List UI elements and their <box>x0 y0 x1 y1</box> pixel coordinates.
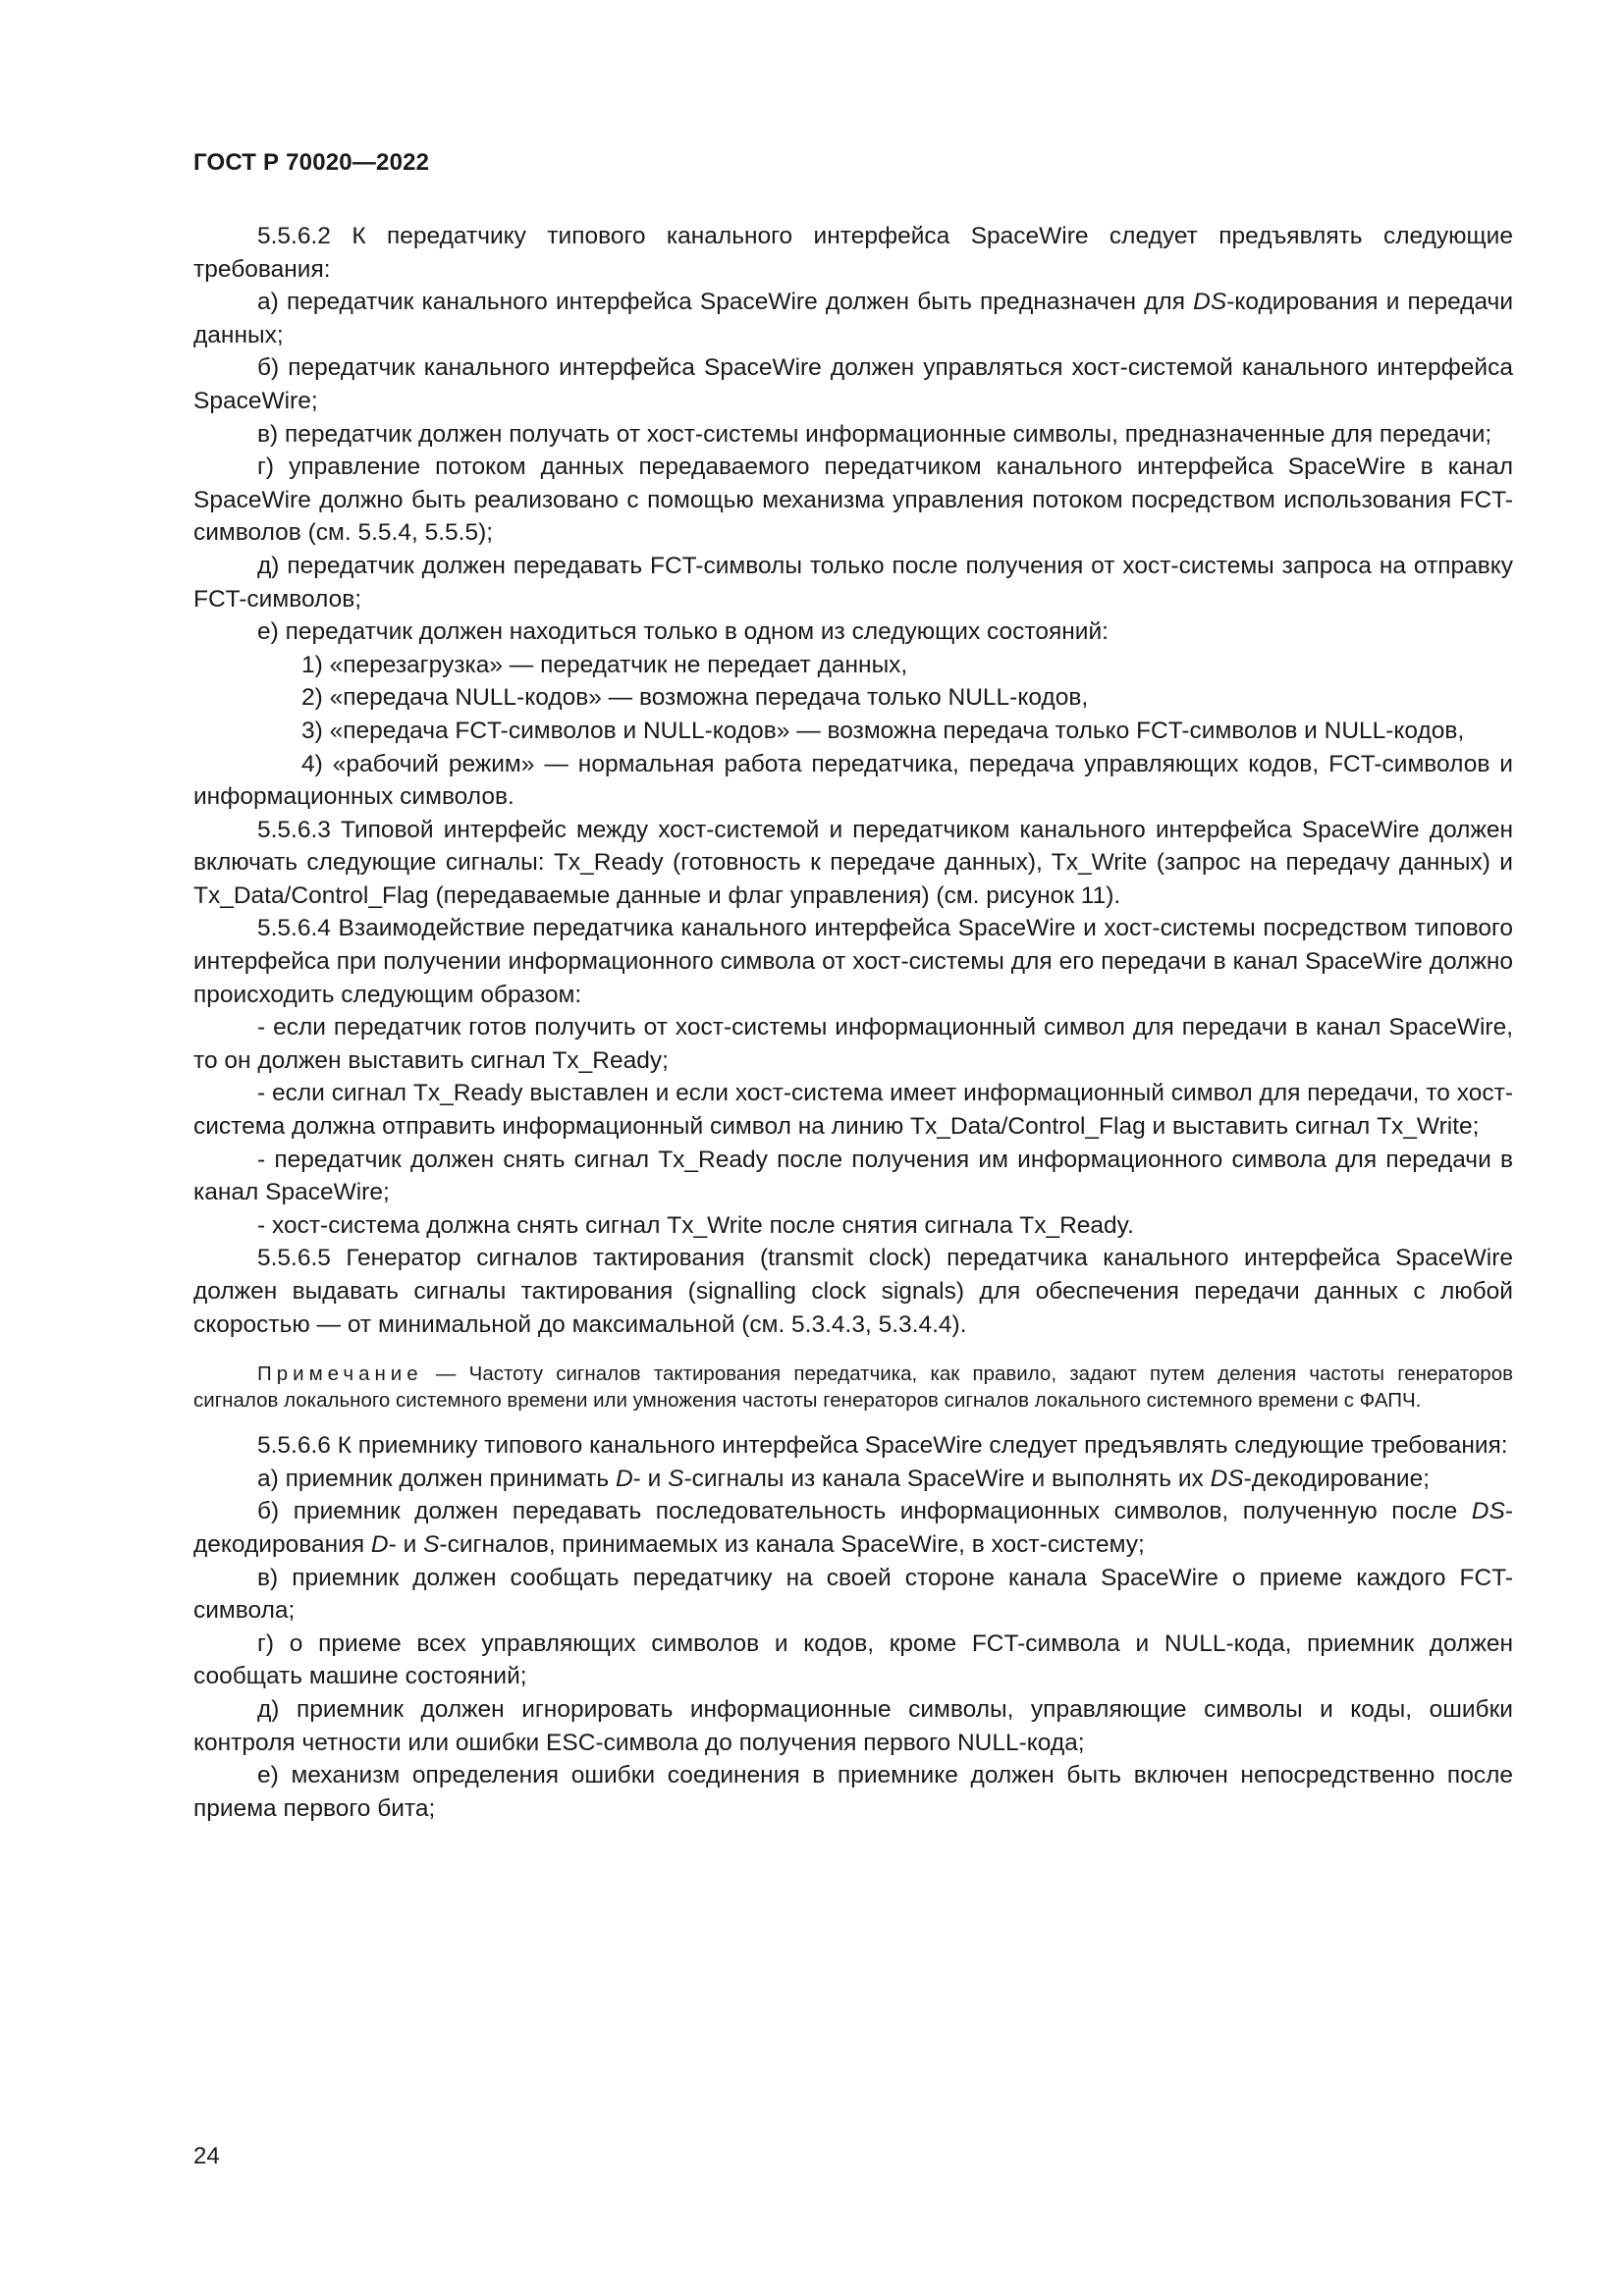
sublist-item-2: 2) «передача NULL-кодов» — возможна передача только NULL-кодов, <box>301 684 1089 712</box>
list-item-b: б) передатчик канального интерфейса SpaceWire должен управляться хост-системой канального интерфейса SpaceWire; <box>193 354 1513 414</box>
paragraph-5-5-6-3: 5.5.6.3 Типовой интерфейс между хост-системой и передатчиком канального интерфейса SpaceWire должен включать следующие сигналы: Tx_Ready (готовность к передаче данных), Tx_Write (запрос на передачу данных) и Tx_Data/Control_Flag (передаваемые данные и флаг управления) (см. рисунок 11). <box>193 816 1513 909</box>
italic-term: S <box>423 1530 440 1558</box>
text-run: - и <box>632 1465 669 1492</box>
list-item-a <box>193 286 1513 351</box>
bullet-item: - передатчик должен снять сигнал Tx_Ready после получения им информационного символа для передачи в канал SpaceWire; <box>193 1146 1513 1206</box>
list-item-v: в) передатчик должен получать от хост-системы информационные символы, предназначенные для передачи; <box>257 420 1492 448</box>
receiver-item-e: е) механизм определения ошибки соединения в приемнике должен быть включен непосредственно после приема первого бита; <box>193 1762 1513 1822</box>
page-number: 24 <box>193 2143 220 2169</box>
italic-term: DS <box>1210 1465 1244 1492</box>
note-label: Примечание <box>257 1362 423 1386</box>
list-item-d: д) передатчик должен передавать FCT-символы только после получения от хост-системы запроса на отправку FCT-символов; <box>193 552 1513 613</box>
bullet-item: - если сигнал Tx_Ready выставлен и если хост-система имеет информационный символ для передачи, то хост-система должна отправить информационный символ на линию Tx_Data/Control_Flag и выставить сигнал Tx_Write; <box>193 1080 1513 1141</box>
receiver-item-b <box>193 1495 1513 1561</box>
paragraph-5-5-6-4: 5.5.6.4 Взаимодействие передатчика канального интерфейса SpaceWire и хост-системы посредством типового интерфейса при получении информационного символа от хост-системы для его передачи в канал SpaceWire должно происходить следующим образом: <box>193 915 1513 1008</box>
text-run: -декодирования <box>193 1498 1513 1558</box>
bullet-item: - хост-система должна снять сигнал Tx_Write после снятия сигнала Tx_Ready. <box>257 1211 1134 1239</box>
list-item-e: е) передатчик должен находиться только в одном из следующих состояний: <box>257 618 1109 646</box>
receiver-item-a <box>193 1463 1513 1496</box>
italic-term: S <box>668 1465 684 1492</box>
sublist-item-1: 1) «перезагрузка» — передатчик не передает данных, <box>301 651 908 678</box>
text-run: а) приемник должен принимать <box>257 1465 616 1492</box>
text-run: - и <box>388 1530 424 1558</box>
receiver-item-g: г) о приеме всех управляющих символов и кодов, кроме FCT-символа и NULL-кода, приемник должен сообщать машине состояний; <box>193 1629 1513 1690</box>
text-run: -декодирование; <box>1243 1465 1431 1492</box>
note <box>193 1361 1513 1414</box>
text-run: б) приемник должен передавать последовательность информационных символов, полученную после <box>257 1498 1472 1525</box>
document-body <box>193 220 1513 1825</box>
bullet-item: - если передатчик готов получить от хост-системы информационный символ для передачи в канал SpaceWire, то он должен выставить сигнал Tx_Ready; <box>193 1014 1513 1074</box>
italic-term: DS <box>1193 289 1227 316</box>
note-text: — Частоту сигналов тактирования передатчика, как правило, задают путем деления частоты генераторов сигналов локального системного времени или умножения частоты генераторов сигналов локального системного времени с ФАПЧ. <box>193 1362 1513 1413</box>
paragraph-5-5-6-2: 5.5.6.2 К передатчику типового канального интерфейса SpaceWire следует предъявлять следующие требования: <box>193 223 1513 283</box>
paragraph-5-5-6-5: 5.5.6.5 Генератор сигналов тактирования (transmit clock) передатчика канального интерфейса SpaceWire должен выдавать сигналы тактирования (signalling clock signals) для обеспечения передачи данных с любой скоростью — от минимальной до максимальной (см. 5.3.4.3, 5.3.4.4). <box>193 1245 1513 1338</box>
receiver-item-v: в) приемник должен сообщать передатчику на своей стороне канала SpaceWire о приеме каждого FCT-символа; <box>193 1564 1513 1625</box>
sublist-item-4: 4) «рабочий режим» — нормальная работа передатчика, передача управляющих кодов, FCT-символов и информационных символов. <box>193 750 1513 811</box>
italic-term: DS <box>1471 1498 1505 1525</box>
paragraph-5-5-6-6: 5.5.6.6 К приемнику типового канального интерфейса SpaceWire следует предъявлять следующие требования: <box>257 1432 1508 1460</box>
document-header: ГОСТ Р 70020—2022 <box>193 149 430 176</box>
sublist-item-3: 3) «передача FCT-символов и NULL-кодов» — возможна передача только FCT-символов и NULL-кодов, <box>301 717 1465 744</box>
list-item-g: г) управление потоком данных передаваемого передатчиком канального интерфейса SpaceWire в канал SpaceWire должно быть реализовано с помощью механизма управления потоком посредством использования FCT-символов (см. 5.5.4, 5.5.5); <box>193 454 1513 547</box>
italic-term: D <box>370 1530 389 1558</box>
text-run: -сигналов, принимаемых из канала SpaceWire, в хост-систему; <box>439 1530 1145 1558</box>
receiver-item-d: д) приемник должен игнорировать информационные символы, управляющие символы и коды, ошибки контроля четности или ошибки ESC-символа до получения первого NULL-кода; <box>193 1695 1513 1756</box>
text-run: а) передатчик канального интерфейса SpaceWire должен быть предназначен для <box>257 289 1194 316</box>
text-run: -кодирования и передачи данных; <box>193 289 1513 348</box>
text-run: -сигналы из канала SpaceWire и выполнять их <box>683 1465 1211 1492</box>
italic-term: D <box>615 1465 633 1492</box>
